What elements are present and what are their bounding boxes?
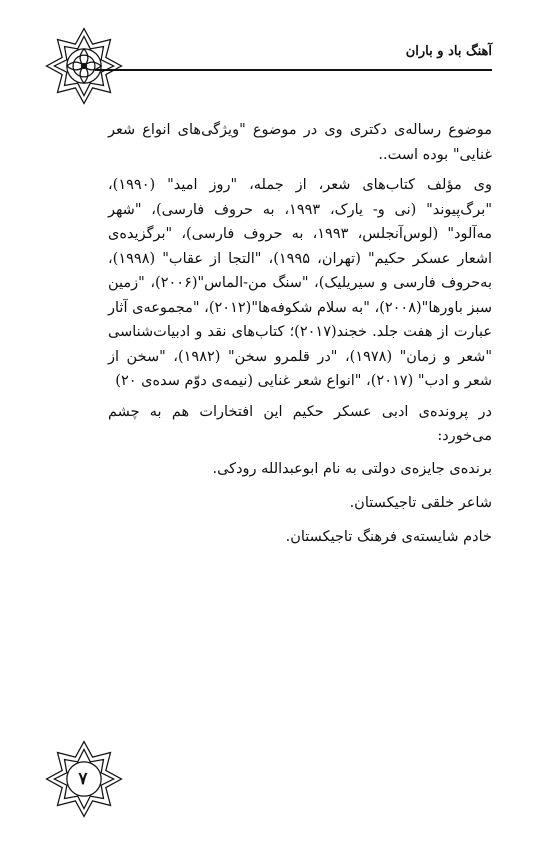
paragraph-honors-intro: در پرونده‌ی ادبی عسکر حکیم این افتخارات هم به چشم می‌خورد: xyxy=(108,403,492,444)
honor-item: شاعر خلقی تاجیکستان. xyxy=(349,494,492,511)
body-text xyxy=(108,118,492,551)
ornament-rosette-top-icon xyxy=(45,27,123,105)
paragraph-bibliography: وی مؤلف کتاب‌های شعر، از جمله، "روز امید" (۱۹۹۰)، "برگ‌پیوند" (نی و- یارک، ۱۹۹۳، به حروف فارسی)، "شهر مه‌آلود" (لوس‌آنجلس، ۱۹۹۳، به حروف فارسی)، "برگزیده‌ی اشعار عسکر حکیم" (تهران، ۱۹۹۵)، "التجا از عقاب" (۱۹۹۸)، به‌حروف فارسی و سیریلیک)، "سنگ من-الماس"(۲۰۰۶)، "زمین سبز باورها"(۲۰۰۸)، "به سلام شکوفه‌ها"(۲۰۱۲)، "مجموعه‌ی آثار عبارت از هفت جلد. خجند(۲۰۱۷)؛ کتاب‌های نقد و ادبیات‌شناسی "شعر و زمان" (۱۹۷۸)، "در قلمرو سخن" (۱۹۸۲)، "سخن از شعر و ادب" (۲۰۱۷)، "انواع شعر غنایی (نیمه‌ی دوّم سده‌ی ۲۰) xyxy=(108,177,493,389)
honor-item: برنده‌ی جایزه‌ی دولتی به نام ابوعبدالله رودکی. xyxy=(212,460,492,477)
honor-item: خادم شایسته‌ی فرهنگ تاجیکستان. xyxy=(285,528,492,545)
running-header-title: آهنگ باد و باران xyxy=(405,44,492,59)
header-rule xyxy=(95,69,492,71)
paragraph-dissertation: موضوع رساله‌ی دکتری وی در موضوع "ویژگی‌های انواع شعر غنایی" بوده است.. xyxy=(108,122,492,163)
page-number: ۷ xyxy=(78,769,88,789)
